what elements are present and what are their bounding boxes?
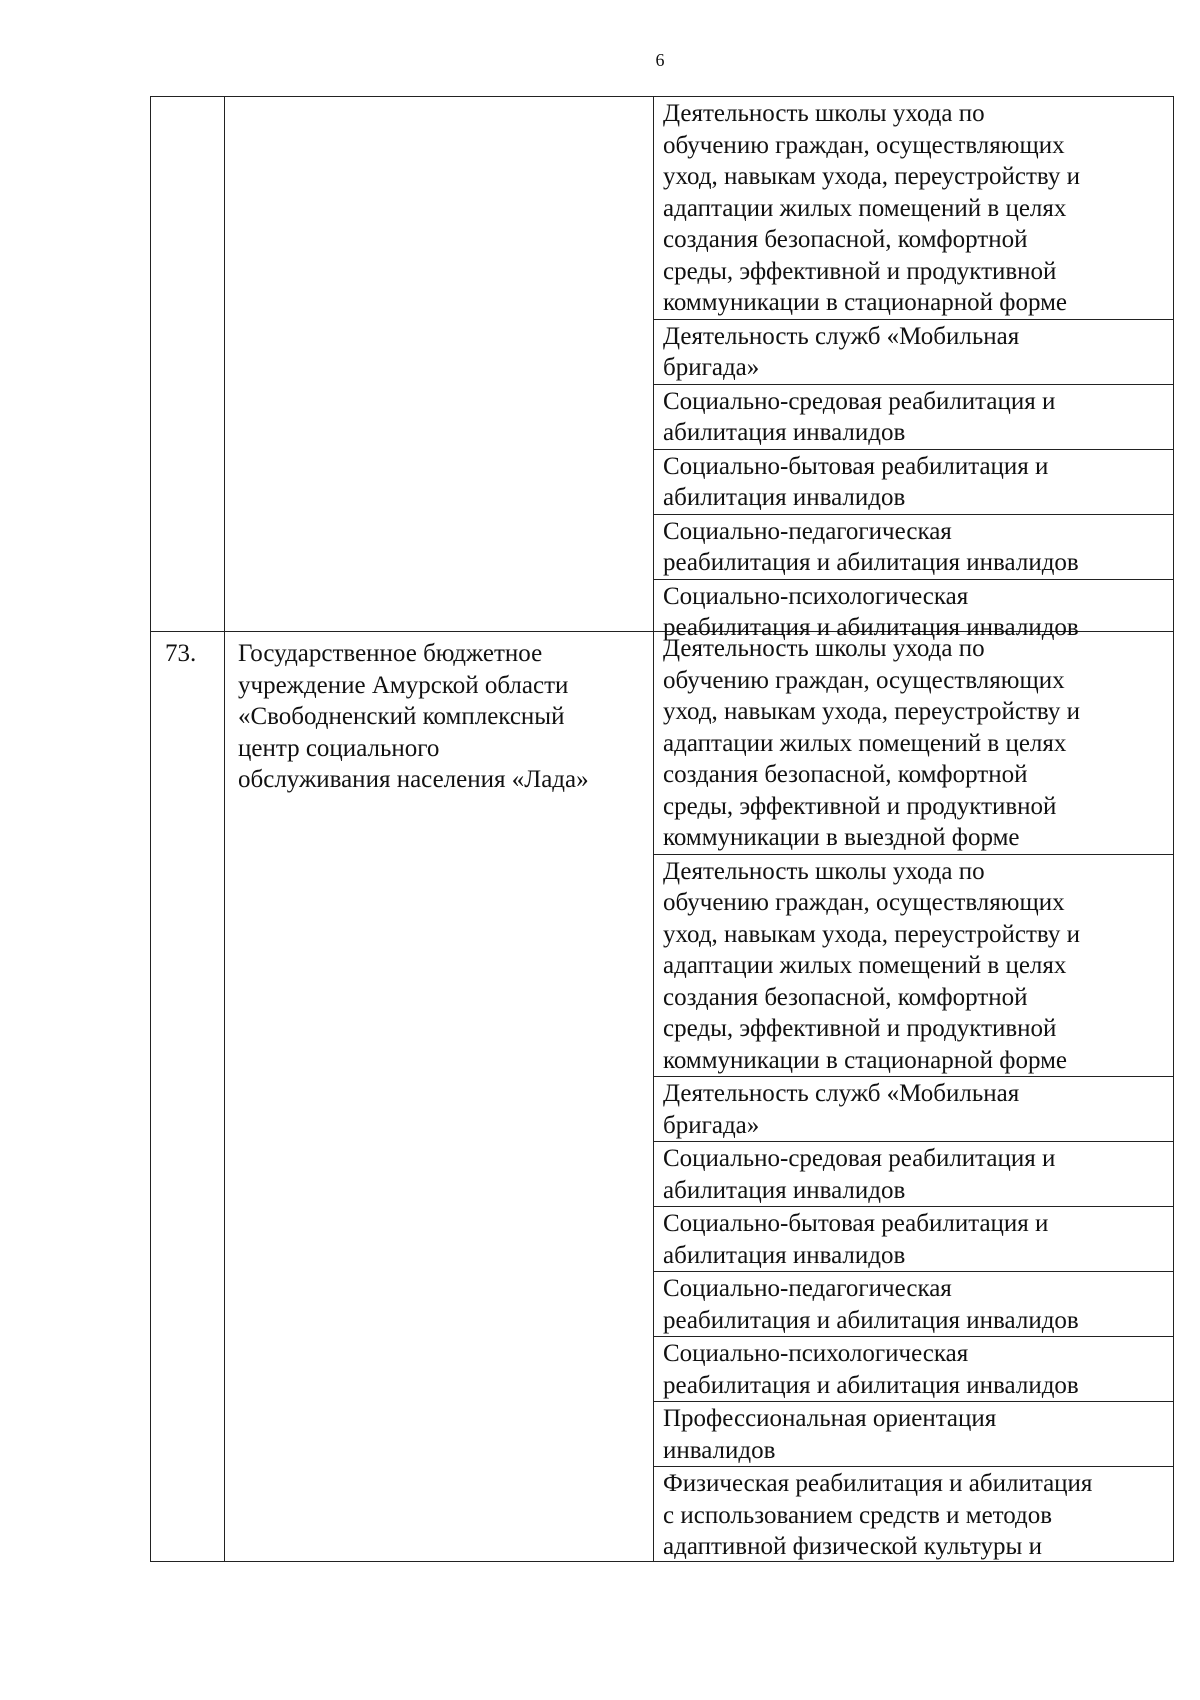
- service-line: уход, навыкам ухода, переустройству и: [663, 698, 1080, 725]
- service-line: бригада»: [663, 1111, 760, 1139]
- service-line: обучению граждан, осуществляющих: [663, 889, 1065, 916]
- service-line: абилитация инвалидов: [663, 1176, 906, 1204]
- service-line: Профессиональная ориентация: [663, 1405, 997, 1432]
- service-line: среды, эффективной и продуктивной: [663, 257, 1057, 285]
- service-item: [654, 1402, 1173, 1467]
- service-line: адаптации жилых помещений в целях: [663, 952, 1067, 979]
- service-line: Социально-педагогическая: [663, 517, 952, 545]
- service-item: [654, 1207, 1173, 1272]
- service-line: Социально-психологическая: [663, 582, 969, 610]
- services-cell: [654, 97, 1173, 641]
- service-line: Социально-психологическая: [663, 1340, 969, 1367]
- service-line: создания безопасной, комфортной: [663, 983, 1028, 1011]
- organization-cell: [225, 632, 654, 1561]
- service-item: [654, 1077, 1173, 1142]
- service-line: абилитация инвалидов: [663, 1241, 906, 1269]
- service-line: Деятельность школы ухода по: [663, 635, 985, 662]
- organization-line: обслуживания населения «Лада»: [238, 766, 589, 793]
- page-number: 6: [655, 50, 665, 70]
- service-line: Социально-бытовая реабилитация и: [663, 1210, 1049, 1237]
- service-line: Физическая реабилитация и абилитация: [663, 1470, 1093, 1497]
- service-item: [654, 1272, 1173, 1337]
- service-line: создания безопасной, комфортной: [663, 761, 1028, 788]
- service-line: бригада»: [663, 354, 760, 381]
- service-item: [654, 1142, 1173, 1207]
- service-item: [654, 320, 1173, 385]
- services-cell: [654, 632, 1173, 1561]
- service-line: адаптации жилых помещений в целях: [663, 194, 1067, 222]
- service-line: адаптивной физической культуры и: [663, 1533, 1042, 1560]
- service-line: среды, эффективной и продуктивной: [663, 792, 1057, 820]
- row-number-cell: [151, 97, 225, 631]
- service-line: коммуникации в выездной форме: [663, 824, 1020, 851]
- organization-line: «Свободненский комплексный: [238, 703, 565, 730]
- service-line: инвалидов: [663, 1436, 776, 1464]
- service-item: [654, 1337, 1173, 1402]
- service-line: обучению граждан, осуществляющих: [663, 131, 1065, 159]
- service-line: среды, эффективной и продуктивной: [663, 1015, 1057, 1042]
- service-line: реабилитация и абилитация инвалидов: [663, 1371, 1079, 1399]
- service-line: Деятельность служб «Мобильная: [663, 1080, 1020, 1107]
- service-line: коммуникации в стационарной форме: [663, 1046, 1068, 1074]
- table-row-73: [150, 632, 1174, 1562]
- service-line: уход, навыкам ухода, переустройству и: [663, 920, 1080, 948]
- service-item: [654, 450, 1173, 515]
- service-line: создания безопасной, комфортной: [663, 226, 1028, 253]
- organization-line: Государственное бюджетное: [238, 640, 543, 667]
- service-line: реабилитация и абилитация инвалидов: [663, 614, 1079, 641]
- service-item: [654, 385, 1173, 450]
- service-line: Деятельность служб «Мобильная: [663, 322, 1020, 350]
- organization-line: центр социального: [238, 734, 440, 762]
- service-line: Деятельность школы ухода по: [663, 857, 985, 885]
- organization-line: учреждение Амурской области: [238, 671, 569, 699]
- service-item: [654, 515, 1173, 580]
- service-item: [654, 855, 1173, 1078]
- service-line: абилитация инвалидов: [663, 419, 906, 446]
- service-line: реабилитация и абилитация инвалидов: [663, 549, 1079, 576]
- service-line: Социально-бытовая реабилитация и: [663, 452, 1049, 480]
- service-line: уход, навыкам ухода, переустройству и: [663, 163, 1080, 190]
- service-line: Социально-средовая реабилитация и: [663, 1145, 1056, 1172]
- service-item: [654, 1467, 1173, 1563]
- service-item: [654, 632, 1173, 855]
- service-line: реабилитация и абилитация инвалидов: [663, 1306, 1079, 1334]
- row-number-cell: 73.: [151, 632, 225, 1561]
- service-line: коммуникации в стационарной форме: [663, 289, 1068, 316]
- organization-cell: [225, 97, 654, 631]
- service-line: Социально-средовая реабилитация и: [663, 387, 1056, 415]
- service-item: [654, 97, 1173, 320]
- service-line: Деятельность школы ухода по: [663, 100, 985, 127]
- service-line: с использованием средств и методов: [663, 1501, 1053, 1529]
- table-row-continued: [150, 96, 1174, 641]
- service-line: обучению граждан, осуществляющих: [663, 666, 1065, 694]
- service-line: абилитация инвалидов: [663, 484, 906, 511]
- service-line: адаптации жилых помещений в целях: [663, 729, 1067, 757]
- service-line: Социально-педагогическая: [663, 1275, 952, 1302]
